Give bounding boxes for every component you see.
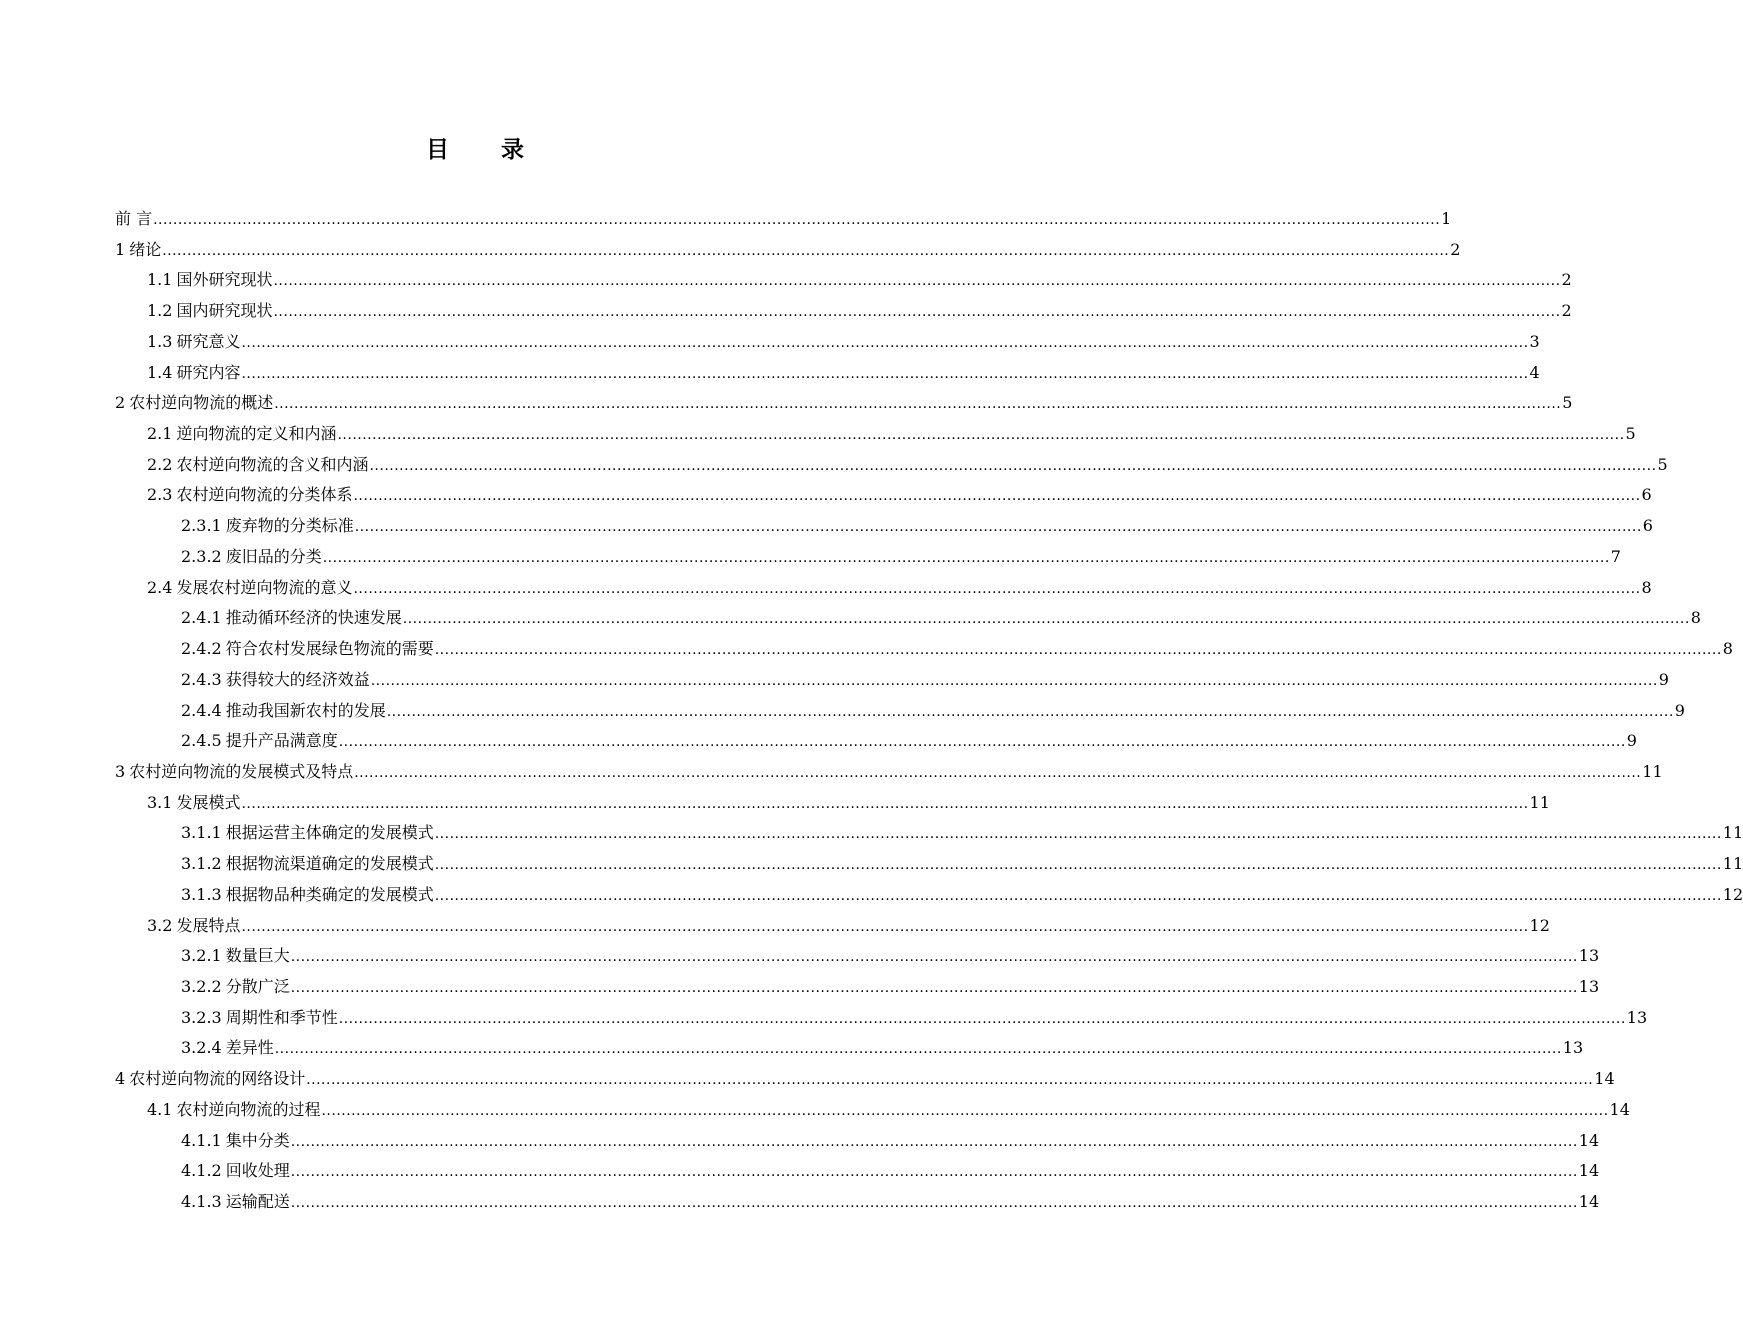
toc-entry-number: 2.3.1 bbox=[181, 516, 222, 536]
toc-entry[interactable] bbox=[115, 1126, 1600, 1157]
toc-entry-title: 农村逆向物流的含义和内涵 bbox=[176, 454, 369, 474]
dot-leader: .................................................................................................................................................................................................................................................................... bbox=[306, 1072, 1594, 1089]
toc-entry[interactable] bbox=[115, 1064, 1615, 1095]
dot-leader: .................................................................................................................................................................................................................................................................... bbox=[338, 1010, 1626, 1027]
dot-leader: .................................................................................................................................................................................................................................................................... bbox=[338, 734, 1626, 751]
toc-entry-title: 根据运营主体确定的发展模式 bbox=[225, 823, 434, 843]
dot-leader: .................................................................................................................................................................................................................................................................... bbox=[322, 549, 1610, 566]
toc-entry-page-number: 11 bbox=[1722, 823, 1743, 843]
toc-entry-number: 1.2 bbox=[147, 301, 173, 321]
toc-entry-title: 根据物品种类确定的发展模式 bbox=[225, 884, 434, 904]
toc-entry[interactable] bbox=[115, 1003, 1648, 1034]
toc-entry-page-number: 6 bbox=[1642, 516, 1653, 536]
toc-entry-page-number: 5 bbox=[1625, 424, 1636, 444]
dot-leader: .................................................................................................................................................................................................................................................................... bbox=[337, 427, 1625, 444]
toc-entry[interactable] bbox=[115, 634, 1733, 665]
toc-entry[interactable] bbox=[115, 1033, 1584, 1064]
dot-leader: .................................................................................................................................................................................................................................................................... bbox=[241, 365, 1529, 382]
page-title: 目 录 bbox=[425, 137, 546, 163]
toc-entry-page-number: 12 bbox=[1722, 884, 1743, 904]
toc-entry[interactable] bbox=[115, 450, 1668, 481]
toc-entry[interactable] bbox=[115, 358, 1540, 389]
toc-entry-title: 分散广泛 bbox=[225, 976, 290, 996]
dot-leader: .................................................................................................................................................................................................................................................................... bbox=[434, 826, 1722, 843]
toc-entry-number: 2.4.3 bbox=[181, 669, 222, 689]
toc-entry-title: 提升产品满意度 bbox=[225, 731, 338, 751]
dot-leader: .................................................................................................................................................................................................................................................................... bbox=[274, 396, 1562, 413]
toc-entry-page-number: 4 bbox=[1529, 362, 1540, 382]
toc-entry-page-number: 6 bbox=[1641, 485, 1652, 505]
toc-entry-number: 2.4.1 bbox=[181, 608, 222, 628]
dot-leader: .................................................................................................................................................................................................................................................................... bbox=[370, 672, 1658, 689]
dot-leader: .................................................................................................................................................................................................................................................................... bbox=[290, 1164, 1578, 1181]
toc-entry-number: 2.2 bbox=[147, 454, 173, 474]
toc-entry-title: 符合农村发展绿色物流的需要 bbox=[225, 639, 434, 659]
toc-entry-number: 4.1.3 bbox=[181, 1192, 222, 1211]
toc-entry-page-number: 14 bbox=[1594, 1069, 1615, 1089]
dot-leader: .................................................................................................................................................................................................................................................................... bbox=[162, 242, 1450, 259]
toc-entry-title: 集中分类 bbox=[225, 1130, 290, 1150]
toc-entry-page-number: 8 bbox=[1690, 608, 1701, 628]
dot-leader: .................................................................................................................................................................................................................................................................... bbox=[241, 334, 1529, 351]
toc-entry-number: 3 bbox=[115, 761, 126, 781]
toc-entry[interactable] bbox=[115, 419, 1636, 450]
toc-entry-title: 国内研究现状 bbox=[176, 301, 273, 321]
toc-entry-number: 2.4.2 bbox=[181, 639, 222, 659]
toc-entry-title: 发展模式 bbox=[176, 792, 241, 812]
toc-entry-page-number: 1 bbox=[1441, 209, 1452, 228]
toc-entry-page-number: 9 bbox=[1674, 700, 1685, 720]
toc-entry[interactable] bbox=[115, 665, 1669, 696]
toc-entry[interactable] bbox=[115, 235, 1461, 266]
toc-entry[interactable] bbox=[115, 542, 1621, 573]
toc-entry[interactable] bbox=[115, 265, 1572, 296]
dot-leader: .................................................................................................................................................................................................................................................................... bbox=[273, 273, 1561, 290]
toc-entry-title: 运输配送 bbox=[225, 1192, 290, 1211]
toc-entry[interactable] bbox=[115, 573, 1652, 604]
dot-leader: .................................................................................................................................................................................................................................................................... bbox=[290, 979, 1578, 996]
toc-entry-title: 绪论 bbox=[129, 239, 162, 259]
toc-entry-page-number: 3 bbox=[1529, 331, 1540, 351]
toc-entry-number: 3.2.4 bbox=[181, 1038, 222, 1058]
dot-leader: .................................................................................................................................................................................................................................................................... bbox=[434, 857, 1722, 874]
toc-entry-number: 2.3.2 bbox=[181, 546, 222, 566]
toc-entry-number: 3.1.2 bbox=[181, 854, 222, 874]
dot-leader: .................................................................................................................................................................................................................................................................... bbox=[386, 703, 1674, 720]
toc-entry-number: 1.1 bbox=[147, 270, 173, 290]
toc-entry-number: 2.4 bbox=[147, 577, 173, 597]
toc-entry-page-number: 5 bbox=[1657, 454, 1668, 474]
dot-leader: .................................................................................................................................................................................................................................................................... bbox=[354, 519, 1642, 536]
toc-entry[interactable] bbox=[115, 388, 1573, 419]
toc-entry-title: 农村逆向物流的网络设计 bbox=[129, 1069, 306, 1089]
dot-leader: .................................................................................................................................................................................................................................................................... bbox=[273, 304, 1561, 321]
toc-entry-number: 2.4.5 bbox=[181, 731, 222, 751]
toc-entry-page-number: 5 bbox=[1562, 393, 1573, 413]
toc-entry-title: 国外研究现状 bbox=[176, 270, 273, 290]
toc-entry-title: 周期性和季节性 bbox=[225, 1007, 338, 1027]
toc-entry-title: 回收处理 bbox=[225, 1161, 290, 1181]
toc-entry-page-number: 13 bbox=[1578, 976, 1600, 996]
toc-entry-page-number: 14 bbox=[1578, 1130, 1600, 1150]
toc-entry[interactable] bbox=[115, 911, 1550, 942]
toc-entry-number: 2.1 bbox=[147, 424, 173, 444]
toc-entry[interactable] bbox=[115, 327, 1540, 358]
toc-entry-page-number: 2 bbox=[1450, 239, 1461, 259]
toc-entry-number: 3.1 bbox=[147, 792, 173, 812]
toc-entry-number: 3.2.3 bbox=[181, 1007, 222, 1027]
toc-entry[interactable] bbox=[115, 1187, 1600, 1218]
toc-entry-title: 废弃物的分类标准 bbox=[225, 516, 354, 536]
dot-leader: .................................................................................................................................................................................................................................................................... bbox=[354, 764, 1642, 781]
table-of-contents bbox=[115, 204, 1743, 1218]
toc-entry[interactable] bbox=[115, 696, 1685, 727]
dot-leader: .................................................................................................................................................................................................................................................................... bbox=[353, 488, 1641, 505]
dot-leader: .................................................................................................................................................................................................................................................................... bbox=[369, 457, 1657, 474]
toc-entry-page-number: 7 bbox=[1610, 546, 1621, 566]
toc-entry-title: 发展农村逆向物流的意义 bbox=[176, 577, 353, 597]
toc-entry[interactable] bbox=[115, 941, 1600, 972]
toc-entry-page-number: 13 bbox=[1626, 1007, 1648, 1027]
toc-entry[interactable] bbox=[115, 603, 1701, 634]
toc-entry[interactable] bbox=[115, 818, 1743, 849]
toc-entry-title: 根据物流渠道确定的发展模式 bbox=[225, 854, 434, 874]
dot-leader: .................................................................................................................................................................................................................................................................... bbox=[353, 580, 1641, 597]
dot-leader: .................................................................................................................................................................................................................................................................... bbox=[290, 1195, 1578, 1211]
toc-entry-title: 研究内容 bbox=[176, 362, 241, 382]
toc-entry[interactable] bbox=[115, 511, 1653, 542]
toc-entry[interactable] bbox=[115, 296, 1572, 327]
toc-entry-title: 逆向物流的定义和内涵 bbox=[176, 424, 337, 444]
toc-entry[interactable] bbox=[115, 204, 1452, 235]
toc-entry-title: 推动循环经济的快速发展 bbox=[225, 608, 402, 628]
toc-entry-title: 农村逆向物流的发展模式及特点 bbox=[129, 761, 354, 781]
toc-entry-number: 4.1.2 bbox=[181, 1161, 222, 1181]
dot-leader: .................................................................................................................................................................................................................................................................... bbox=[290, 949, 1578, 966]
toc-entry[interactable] bbox=[115, 788, 1550, 819]
toc-entry-page-number: 13 bbox=[1562, 1038, 1584, 1058]
toc-entry-number: 3.2 bbox=[147, 915, 173, 935]
toc-entry-number: 3.1.1 bbox=[181, 823, 222, 843]
toc-entry[interactable] bbox=[115, 972, 1600, 1003]
toc-entry-title: 研究意义 bbox=[176, 331, 241, 351]
toc-entry-number: 4.1 bbox=[147, 1099, 173, 1119]
toc-entry[interactable] bbox=[115, 1156, 1600, 1187]
dot-leader: .................................................................................................................................................................................................................................................................... bbox=[434, 887, 1722, 904]
toc-entry-page-number: 14 bbox=[1609, 1099, 1630, 1119]
toc-entry-page-number: 9 bbox=[1658, 669, 1669, 689]
dot-leader: .................................................................................................................................................................................................................................................................... bbox=[434, 642, 1722, 659]
toc-entry-page-number: 11 bbox=[1529, 792, 1550, 812]
toc-entry[interactable] bbox=[115, 880, 1743, 911]
toc-entry-page-number: 14 bbox=[1578, 1161, 1600, 1181]
toc-entry-title: 农村逆向物流的过程 bbox=[176, 1099, 321, 1119]
toc-entry-number: 3.1.3 bbox=[181, 884, 222, 904]
toc-entry-page-number: 11 bbox=[1722, 854, 1743, 874]
dot-leader: .................................................................................................................................................................................................................................................................... bbox=[321, 1102, 1609, 1119]
toc-entry-page-number: 14 bbox=[1578, 1192, 1600, 1211]
toc-entry-title: 前 言 bbox=[115, 209, 153, 228]
toc-entry-page-number: 12 bbox=[1529, 915, 1550, 935]
toc-entry[interactable] bbox=[115, 1095, 1630, 1126]
toc-entry-title: 推动我国新农村的发展 bbox=[225, 700, 386, 720]
dot-leader: .................................................................................................................................................................................................................................................................... bbox=[241, 795, 1529, 812]
toc-entry-page-number: 13 bbox=[1578, 946, 1600, 966]
dot-leader: .................................................................................................................................................................................................................................................................... bbox=[290, 1133, 1578, 1150]
toc-entry-number: 1.3 bbox=[147, 331, 173, 351]
toc-entry-page-number: 8 bbox=[1722, 639, 1733, 659]
toc-entry-number: 4.1.1 bbox=[181, 1130, 222, 1150]
toc-entry-title: 农村逆向物流的概述 bbox=[129, 393, 274, 413]
toc-entry-title: 获得较大的经济效益 bbox=[225, 669, 370, 689]
toc-entry-page-number: 8 bbox=[1641, 577, 1652, 597]
dot-leader: .................................................................................................................................................................................................................................................................... bbox=[402, 611, 1690, 628]
toc-entry-number: 2.4.4 bbox=[181, 700, 222, 720]
toc-entry-title: 废旧品的分类 bbox=[225, 546, 322, 566]
toc-entry-page-number: 9 bbox=[1626, 731, 1637, 751]
toc-entry[interactable] bbox=[115, 726, 1637, 757]
toc-entry-number: 2 bbox=[115, 393, 126, 413]
toc-entry-number: 3.2.1 bbox=[181, 946, 222, 966]
toc-entry-page-number: 2 bbox=[1561, 270, 1572, 290]
toc-entry[interactable] bbox=[115, 849, 1743, 880]
dot-leader: .................................................................................................................................................................................................................................................................... bbox=[153, 212, 1441, 228]
toc-entry-title: 发展特点 bbox=[176, 915, 241, 935]
toc-entry[interactable] bbox=[115, 480, 1652, 511]
toc-entry-number: 4 bbox=[115, 1069, 126, 1089]
toc-entry-number: 3.2.2 bbox=[181, 976, 222, 996]
toc-entry-title: 差异性 bbox=[225, 1038, 274, 1058]
toc-entry-title: 农村逆向物流的分类体系 bbox=[176, 485, 353, 505]
toc-entry-number: 1 bbox=[115, 239, 126, 259]
toc-entry-page-number: 11 bbox=[1642, 761, 1663, 781]
toc-entry-number: 2.3 bbox=[147, 485, 173, 505]
dot-leader: .................................................................................................................................................................................................................................................................... bbox=[241, 918, 1529, 935]
toc-entry[interactable] bbox=[115, 757, 1663, 788]
toc-entry-page-number: 2 bbox=[1561, 301, 1572, 321]
toc-entry-title: 数量巨大 bbox=[225, 946, 290, 966]
toc-entry-number: 1.4 bbox=[147, 362, 173, 382]
dot-leader: .................................................................................................................................................................................................................................................................... bbox=[274, 1041, 1562, 1058]
